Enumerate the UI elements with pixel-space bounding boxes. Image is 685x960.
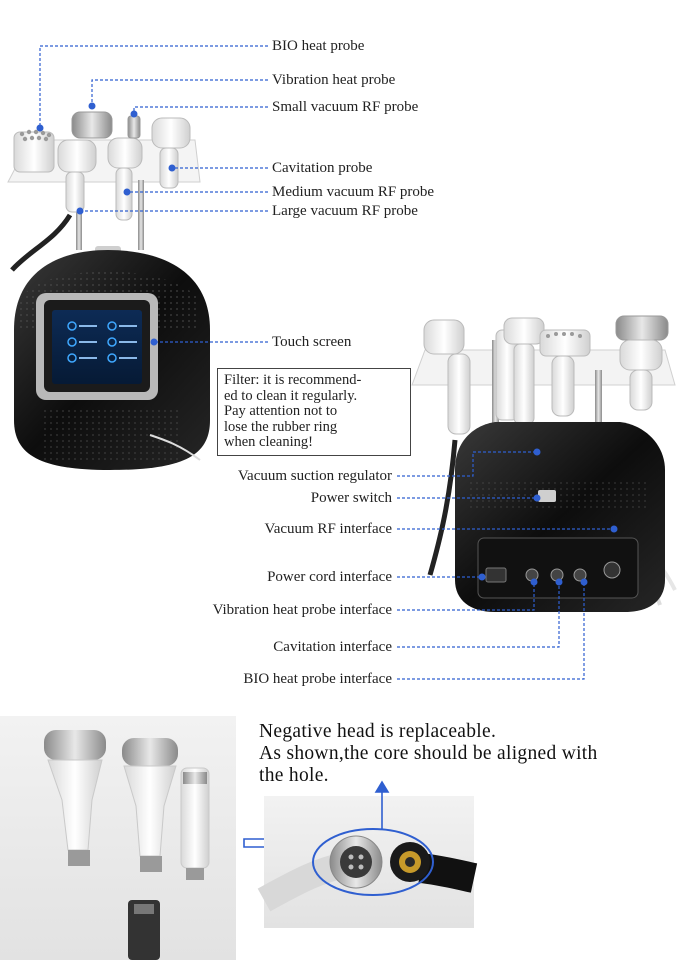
label-bio-heat-probe-interface: BIO heat probe interface (243, 671, 392, 687)
label-cavitation-probe: Cavitation probe (272, 160, 373, 176)
filter-note: Filter: it is recommend- ed to clean it regularly. Pay attention not to lose the rubber ring when cleaning! (217, 368, 411, 456)
label-cavitation-interface: Cavitation interface (273, 639, 392, 655)
label-medium-vacuum-rf-probe: Medium vacuum RF probe (272, 184, 435, 200)
connector-photo (264, 796, 474, 928)
probes-photo (0, 716, 236, 960)
machine-back-image (412, 316, 675, 612)
label-small-vacuum-rf-probe: Small vacuum RF probe (272, 99, 419, 115)
label-touch-screen: Touch screen (272, 334, 352, 350)
label-vibration-heat-probe: Vibration heat probe (272, 72, 396, 88)
label-vacuum-rf-interface: Vacuum RF interface (264, 521, 392, 537)
label-large-vacuum-rf-probe: Large vacuum RF probe (272, 203, 418, 219)
label-vibration-heat-probe-interface: Vibration heat probe interface (212, 602, 392, 618)
label-power-switch: Power switch (310, 490, 392, 506)
replaceable-head-caption: Negative head is replaceable. As shown,the core should be aligned with the hole. (259, 721, 598, 786)
label-vacuum-suction-regulator: Vacuum suction regulator (237, 468, 392, 484)
label-bio-heat-probe: BIO heat probe (272, 38, 365, 54)
label-power-cord-interface: Power cord interface (267, 569, 392, 585)
machine-front-image (8, 112, 210, 470)
